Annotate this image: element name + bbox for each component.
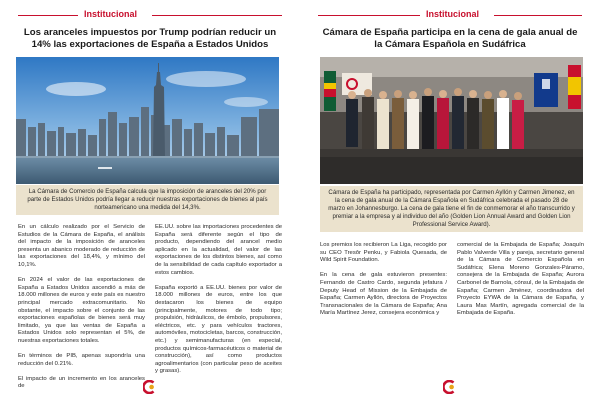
paragraph: En un cálculo realizado por el Servicio de Estudios de la Cámara de España, el análisis del impacto de la imposición de aranceles presenta un abanico moderado de reducción de las exportaciones del 18,4%, y mínimo del 10,1%. — [18, 224, 145, 268]
section-rule-right — [152, 15, 282, 16]
paragraph: comercial de la Embajada de España; Joaquín Pablo Valverde Villa y pareja, secretario general de la Cámara de Comercio Española en Sudáfrica; Elena Moreno Gonzales-Páramo, consejera de la Embajada de España; Aurora Carbonel de Barnola, cónsul, de la Embajada de España; Carmen Jiménez, coordinadora del Proyecto EYWA de la Cámara de España, y Laura Mas Martín, agregada comercial de la Embajada de España. — [457, 242, 584, 317]
section-label: Institucional — [426, 9, 480, 19]
article-column-2 — [155, 224, 282, 399]
photo-caption: Cámara de España ha participado, representada por Carmen Ayllón y Carmen Jimenez, en la cena de gala anual de la Cámara Española en Sudáfrica celebrada el pasado 28 de marzo en Johannesburgo. La cena de gala tiene el fin de conmemorar el año transcurrido y premiar a la empresa y al individuo del año (Golden Lion Annual Award and Golden Lion Professional Service Award). — [320, 186, 583, 232]
paragraph: Los premios los recibieron La Liga, recogido por su CEO Tresôr Penku, y Fabiola Quesada, de Wild Spirit Foundation. — [320, 242, 447, 264]
gala-group-photo — [320, 57, 583, 184]
right-page — [300, 0, 600, 406]
camara-logo-icon — [143, 380, 157, 394]
section-rule-left — [18, 15, 78, 16]
article-body — [18, 224, 282, 399]
article-headline: Los aranceles impuestos por Trump podrían reducir un 14% las exportaciones de España a Estados Unidos — [23, 27, 277, 50]
paragraph: En términos de PIB, apenas supondría una reducción del 0.21%. — [18, 353, 145, 367]
article-headline: Cámara de España participa en la cena de gala anual de la Cámara Española en Sudáfrica — [322, 27, 578, 50]
paragraph: En la cena de gala estuvieron presentes: Fernando de Castro Cardo, segunda jefatura / Deputy Head of Mission de la Embajada de España; Carmen Ayllón, directora de Proyectos Transnacionales de la Cámara de España; Ana María Martínez Jerez, consejera económica y — [320, 272, 447, 317]
section-header — [18, 9, 282, 19]
article-column-1 — [320, 242, 447, 326]
article-column-2 — [457, 242, 584, 326]
paragraph: En 2024 el valor de las exportaciones de España a Estados Unidos ascendió a más de 18.000 millones de euros y este país es nuestro principal mercado extracomunitario. No obstante, el impacto sobre el conjunto de las exportaciones españolas de bienes será muy limitado, ya que las ventas de España a Estados Unidos solo representan el 5%, de nuestras exportaciones totales. — [18, 277, 145, 344]
section-label: Institucional — [84, 9, 138, 19]
paragraph: España exportó a EE.UU. bienes por valor de 18.000 millones de euros, entre los que destacaron los bienes de equipo (principalmente, motores de todo tipo; propulsión, hidráulicos, de émbolo, propulsores, eléctricos, etc. y para vehículos tractores, automóviles, motocicletas, barcos, construcción, etc.) y semimanufacturas (en especial, productos químicos-farmacéuticos o material de construcción), así como productos agroalimentarios (con particular peso de aceites y grasas). — [155, 284, 282, 375]
article-column-1 — [18, 224, 145, 399]
camara-logo-icon — [443, 380, 457, 394]
article-body — [320, 242, 584, 326]
section-header — [318, 9, 582, 19]
photo-caption: La Cámara de Comercio de España calcula que la imposición de aranceles del 20% por parte de Estados Unidos podría llegar a reducir nuestras exportaciones de bienes al país norteamericano una medida del 14,3%. — [16, 185, 279, 215]
new-york-skyline-photo — [16, 57, 279, 184]
section-rule-left — [318, 15, 420, 16]
paragraph: El impacto de un incremento en los aranceles de — [18, 375, 145, 390]
section-rule-right — [494, 15, 582, 16]
paragraph: EE.UU. sobre las importaciones procedentes de España será diferente según el tipo de producto, dependiendo del arancel medio aplicado en la actualidad, del valor de las exportaciones de los distintos bienes, así como de la sensibilidad de cada capítulo exportador a estos cambios. — [155, 224, 282, 276]
